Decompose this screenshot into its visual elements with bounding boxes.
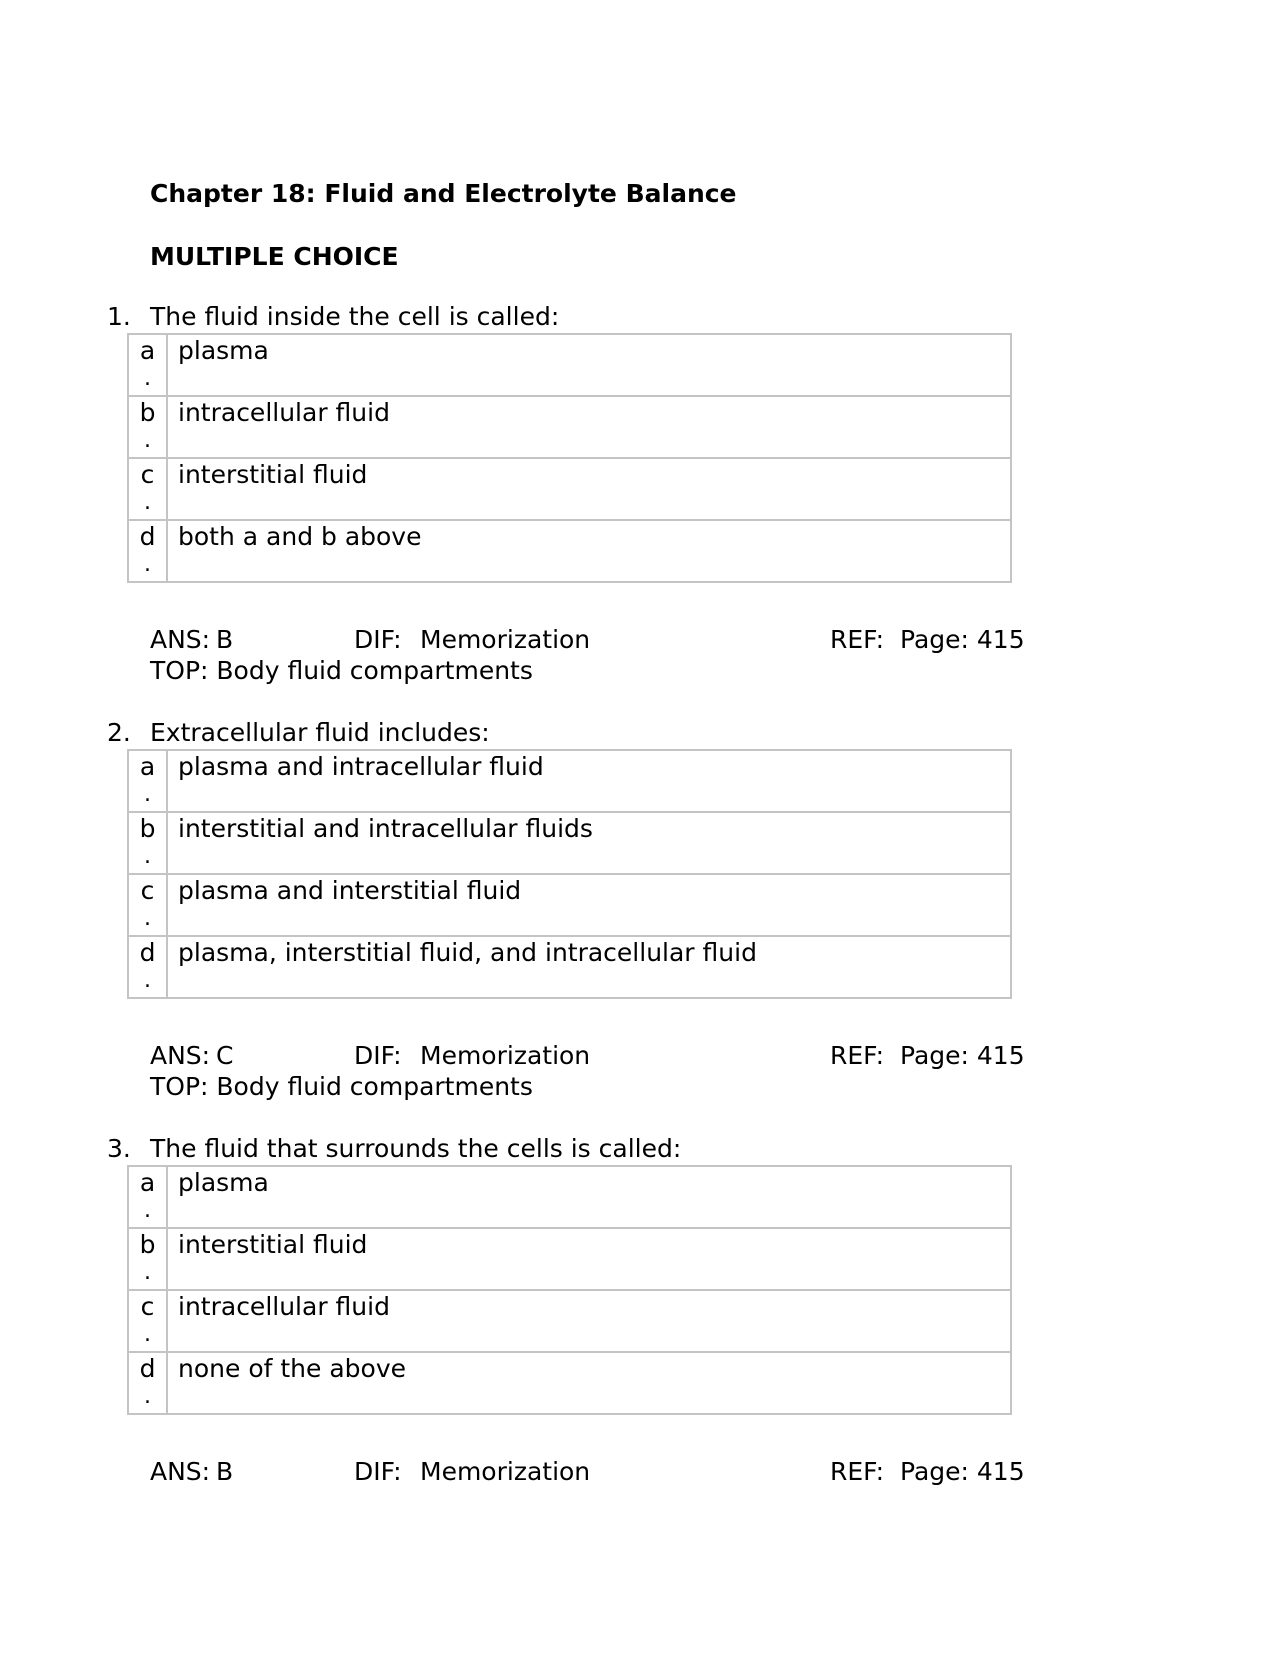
options-table	[127, 1165, 1012, 1415]
option-row	[128, 874, 1011, 936]
option-letter: c .	[128, 874, 167, 936]
option-letter: a .	[128, 750, 167, 812]
dif-value: Memorization	[420, 625, 591, 654]
option-row	[128, 334, 1011, 396]
ans-label: ANS:	[150, 1457, 211, 1486]
answer-meta-3	[150, 1457, 1050, 1489]
option-text: intracellular fluid	[167, 1290, 1011, 1352]
option-row	[128, 1228, 1011, 1290]
option-letter: b .	[128, 1228, 167, 1290]
question-text: The fluid that surrounds the cells is called:	[150, 1134, 682, 1163]
ref-value: Page: 415	[900, 1457, 1025, 1486]
dif-value: Memorization	[420, 1041, 591, 1070]
option-text: plasma	[167, 1166, 1011, 1228]
option-row	[128, 1290, 1011, 1352]
option-row	[128, 936, 1011, 998]
question-prompt	[107, 1134, 681, 1163]
option-row	[128, 1166, 1011, 1228]
option-text: intracellular fluid	[167, 396, 1011, 458]
question-number: 1.	[107, 302, 131, 331]
option-letter: b .	[128, 396, 167, 458]
topic-1: TOP: Body fluid compartments	[150, 656, 533, 685]
option-row	[128, 458, 1011, 520]
question-text: The fluid inside the cell is called:	[150, 302, 560, 331]
option-row	[128, 750, 1011, 812]
ref-label: REF:	[830, 1457, 885, 1486]
option-row	[128, 396, 1011, 458]
ans-label: ANS:	[150, 1041, 211, 1070]
option-letter: b .	[128, 812, 167, 874]
dif-label: DIF:	[354, 1041, 402, 1070]
option-letter: c .	[128, 1290, 167, 1352]
option-letter: d .	[128, 1352, 167, 1414]
options-table	[127, 749, 1012, 999]
answer-meta-2	[150, 1041, 1050, 1073]
option-letter: a .	[128, 334, 167, 396]
section-title: MULTIPLE CHOICE	[150, 242, 399, 271]
dif-label: DIF:	[354, 1457, 402, 1486]
option-text: interstitial and intracellular fluids	[167, 812, 1011, 874]
option-letter: d .	[128, 520, 167, 582]
option-text: plasma and interstitial fluid	[167, 874, 1011, 936]
option-text: interstitial fluid	[167, 1228, 1011, 1290]
option-letter: d .	[128, 936, 167, 998]
ref-label: REF:	[830, 625, 885, 654]
option-letter: c .	[128, 458, 167, 520]
ref-value: Page: 415	[900, 625, 1025, 654]
option-row	[128, 520, 1011, 582]
dif-label: DIF:	[354, 625, 402, 654]
option-letter: a .	[128, 1166, 167, 1228]
ref-value: Page: 415	[900, 1041, 1025, 1070]
topic-2: TOP: Body fluid compartments	[150, 1072, 533, 1101]
option-row	[128, 1352, 1011, 1414]
ref-label: REF:	[830, 1041, 885, 1070]
options-table	[127, 333, 1012, 583]
option-text: plasma and intracellular fluid	[167, 750, 1011, 812]
option-text: plasma	[167, 334, 1011, 396]
option-text: both a and b above	[167, 520, 1011, 582]
option-text: none of the above	[167, 1352, 1011, 1414]
option-text: plasma, interstitial fluid, and intracellular fluid	[167, 936, 1011, 998]
answer-meta-1	[150, 625, 1050, 657]
ans-value: B	[216, 625, 234, 654]
question-number: 2.	[107, 718, 131, 747]
question-prompt	[107, 718, 490, 747]
ans-value: C	[216, 1041, 234, 1070]
question-prompt	[107, 302, 559, 331]
chapter-title: Chapter 18: Fluid and Electrolyte Balance	[150, 179, 737, 208]
option-row	[128, 812, 1011, 874]
question-number: 3.	[107, 1134, 131, 1163]
question-text: Extracellular fluid includes:	[150, 718, 490, 747]
option-text: interstitial fluid	[167, 458, 1011, 520]
ans-label: ANS:	[150, 625, 211, 654]
dif-value: Memorization	[420, 1457, 591, 1486]
ans-value: B	[216, 1457, 234, 1486]
